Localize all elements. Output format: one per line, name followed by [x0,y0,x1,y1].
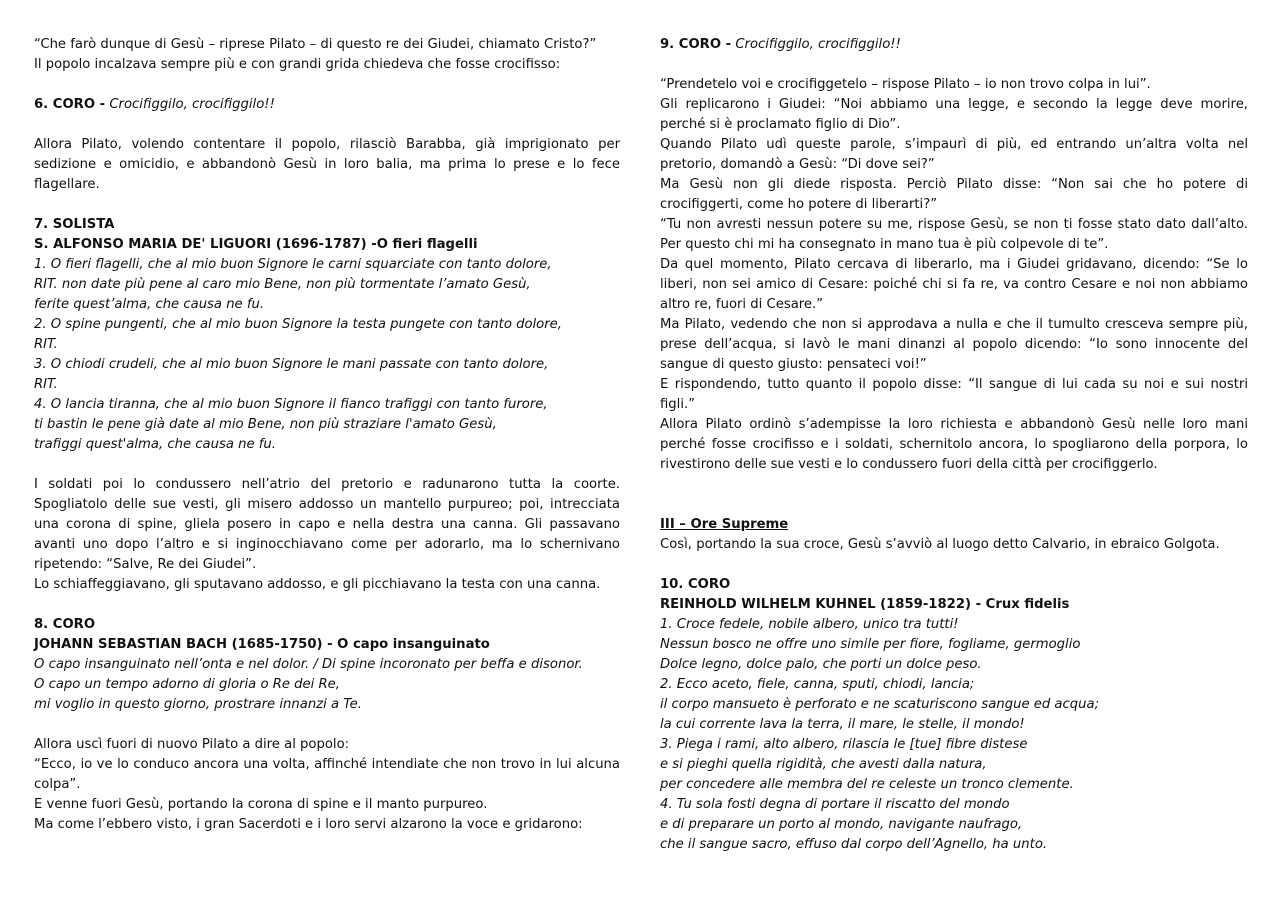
paragraph: “Ecco, io ve lo conduco ancora una volta, affinché intendiate che non trovo in lui alcuna colpa”. [34,757,620,792]
verse-line: trafiggi quest'alma, che causa ne fu. [34,437,276,452]
verse-line: O capo insanguinato nell’onta e nel dolor. / Di spine incoronato per beffa e disonor. [34,657,583,672]
verse-line: 1. O fieri flagelli, che al mio buon Signore le carni squarciate con tanto dolore, [34,257,552,272]
coro-9 [660,35,1248,55]
verse-line: la cui corrente lava la terra, il mare, le stelle, il mondo! [660,717,1025,732]
paragraph: “Tu non avresti nessun potere su me, rispose Gesù, se non ti fosse stato dato dall’alto. Per questo chi mi ha consegnato in mano tua è più colpevole di te”. [660,217,1248,252]
part-heading: III – Ore Supreme [660,517,789,532]
verse-line: e di preparare un porto al mondo, navigante naufrago, [660,817,1023,832]
coro-6-heading: 6. CORO - [34,97,106,112]
text-line: E venne fuori Gesù, portando la corona di spine e il manto purpureo. [34,797,488,812]
verse-line: RIT. [34,377,58,392]
verse-line: 2. O spine pungenti, che al mio buon Signore la testa pungete con tanto dolore, [34,317,562,332]
left-column [34,35,620,835]
paragraph: Da quel momento, Pilato cercava di liberarlo, ma i Giudei gridavano, dicendo: “Se lo liberi, non sei amico di Cesare: poiché chi si fa re, va contro Cesare e noi non abbiamo altro re, fuori di Cesare.” [660,257,1248,312]
paragraph: Allora Pilato ordinò s’adempisse la loro richiesta e abbandonò Gesù nelle loro mani perché fosse crocifisso e i soldati, schernitolo ancora, lo spogliarono della porpora, lo rivestirono delle sue vesti e lo condussero fuori della città per crocifiggerlo. [660,417,1248,472]
coro-9-heading: 9. CORO - [660,37,732,52]
verse-line: RIT. [34,337,58,352]
verse-line: il corpo mansueto è perforato e ne scaturiscono sangue ed acqua; [660,697,1100,712]
paragraph: I soldati poi lo condussero nell’atrio del pretorio e radunarono tutta la coorte. Spogliatolo delle sue vesti, gli misero addosso un mantello purpureo; poi, intrecciata una corona di spine, gliela posero in capo e nella destra una canna. Gli passavano avanti uno dopo l’altro e si inginocchiavano come per adorarlo, ma lo schernivano ripetendo: “Salve, Re dei Giudei”. [34,477,620,572]
verse-line: Dolce legno, dolce palo, che porti un dolce peso. [660,657,982,672]
coro-6-text: Crocifiggilo, crocifiggilo!! [109,97,275,112]
verse-line: 4. Tu sola fosti degna di portare il riscatto del mondo [660,797,1010,812]
verse-line: RIT. non date più pene al caro mio Bene, non più tormentate l’amato Gesù, [34,277,531,292]
verse-line: che il sangue sacro, effuso dal corpo dell’Agnello, ha unto. [660,837,1048,852]
verse-line: ferite quest’alma, che causa ne fu. [34,297,265,312]
text-line: Ma come l’ebbero visto, i gran Sacerdoti e i loro servi alzarono la voce e gridarono: [34,817,583,832]
verse-line: mi voglio in questo giorno, prostrare innanzi a Te. [34,697,362,712]
paragraph: “Prendetelo voi e crocifiggetelo – rispose Pilato – io non trovo colpa in lui”. [660,77,1151,92]
text-line: Il popolo incalzava sempre più e con grandi grida chiedeva che fosse crocifisso: [34,57,561,72]
verse-line: e si pieghi quella rigidità, che avesti dalla natura, [660,757,987,772]
section-subheading: S. ALFONSO MARIA DE' LIGUORI (1696-1787) -O fieri flagelli [34,237,478,252]
section-heading: 7. SOLISTA [34,217,115,232]
paragraph: E rispondendo, tutto quanto il popolo disse: “Il sangue di lui cada su noi e sui nostri figli.” [660,377,1248,412]
verse-line: 3. O chiodi crudeli, che al mio buon Signore le mani passate con tanto dolore, [34,357,549,372]
right-column [660,35,1248,855]
verse-line: 1. Croce fedele, nobile albero, unico tra tutti! [660,617,959,632]
verse-line: 2. Ecco aceto, fiele, canna, sputi, chiodi, lancia; [660,677,975,692]
text-line: Così, portando la sua croce, Gesù s’avviò al luogo detto Calvario, in ebraico Golgota. [660,537,1220,552]
verse-line: Nessun bosco ne offre uno simile per fiore, fogliame, germoglio [660,637,1081,652]
text-line: Lo schiaffeggiavano, gli sputavano addosso, e gli picchiavano la testa con una canna. [34,577,601,592]
paragraph: Ma Gesù non gli diede risposta. Perciò Pilato disse: “Non sai che ho potere di crocifiggerti, come ho potere di liberarti?” [660,177,1248,212]
text-line: Allora uscì fuori di nuovo Pilato a dire al popolo: [34,737,350,752]
coro-6 [34,95,620,115]
verse-line: 3. Piega i rami, alto albero, rilascia le [tue] fibre distese [660,737,1028,752]
paragraph: Ma Pilato, vedendo che non si approdava a nulla e che il tumulto cresceva sempre più, prese dell’acqua, si lavò le mani dinanzi al popolo dicendo: “Io sono innocente del sangue di questo giusto: pensateci voi!” [660,317,1248,372]
paragraph: Gli replicarono i Giudei: “Noi abbiamo una legge, e secondo la legge deve morire, perché si è proclamato figlio di Dio”. [660,97,1248,132]
section-heading: 10. CORO [660,577,731,592]
verse-line: O capo un tempo adorno di gloria o Re dei Re, [34,677,340,692]
paragraph: Allora Pilato, volendo contentare il popolo, rilasciò Barabba, già imprigionato per sedizione e omicidio, e abbandonò Gesù in loro balia, ma prima lo prese e lo fece flagellare. [34,137,620,192]
verse-line: 4. O lancia tiranna, che al mio buon Signore il fianco trafiggi con tanto furore, [34,397,548,412]
verse-line: ti bastin le pene già date al mio Bene, non più straziare l'amato Gesù, [34,417,497,432]
section-subheading: JOHANN SEBASTIAN BACH (1685-1750) - O capo insanguinato [34,637,490,652]
section-subheading: REINHOLD WILHELM KUHNEL (1859-1822) - Crux fidelis [660,597,1070,612]
section-heading: 8. CORO [34,617,96,632]
text-line: “Che farò dunque di Gesù – riprese Pilato – di questo re dei Giudei, chiamato Cristo?” [34,37,597,52]
verse-line: per concedere alle membra del re celeste un tronco clemente. [660,777,1074,792]
paragraph: Quando Pilato udì queste parole, s’impaurì di più, ed entrando un’altra volta nel pretorio, domandò a Gesù: “Di dove sei?” [660,137,1248,172]
coro-9-text: Crocifiggilo, crocifiggilo!! [735,37,901,52]
